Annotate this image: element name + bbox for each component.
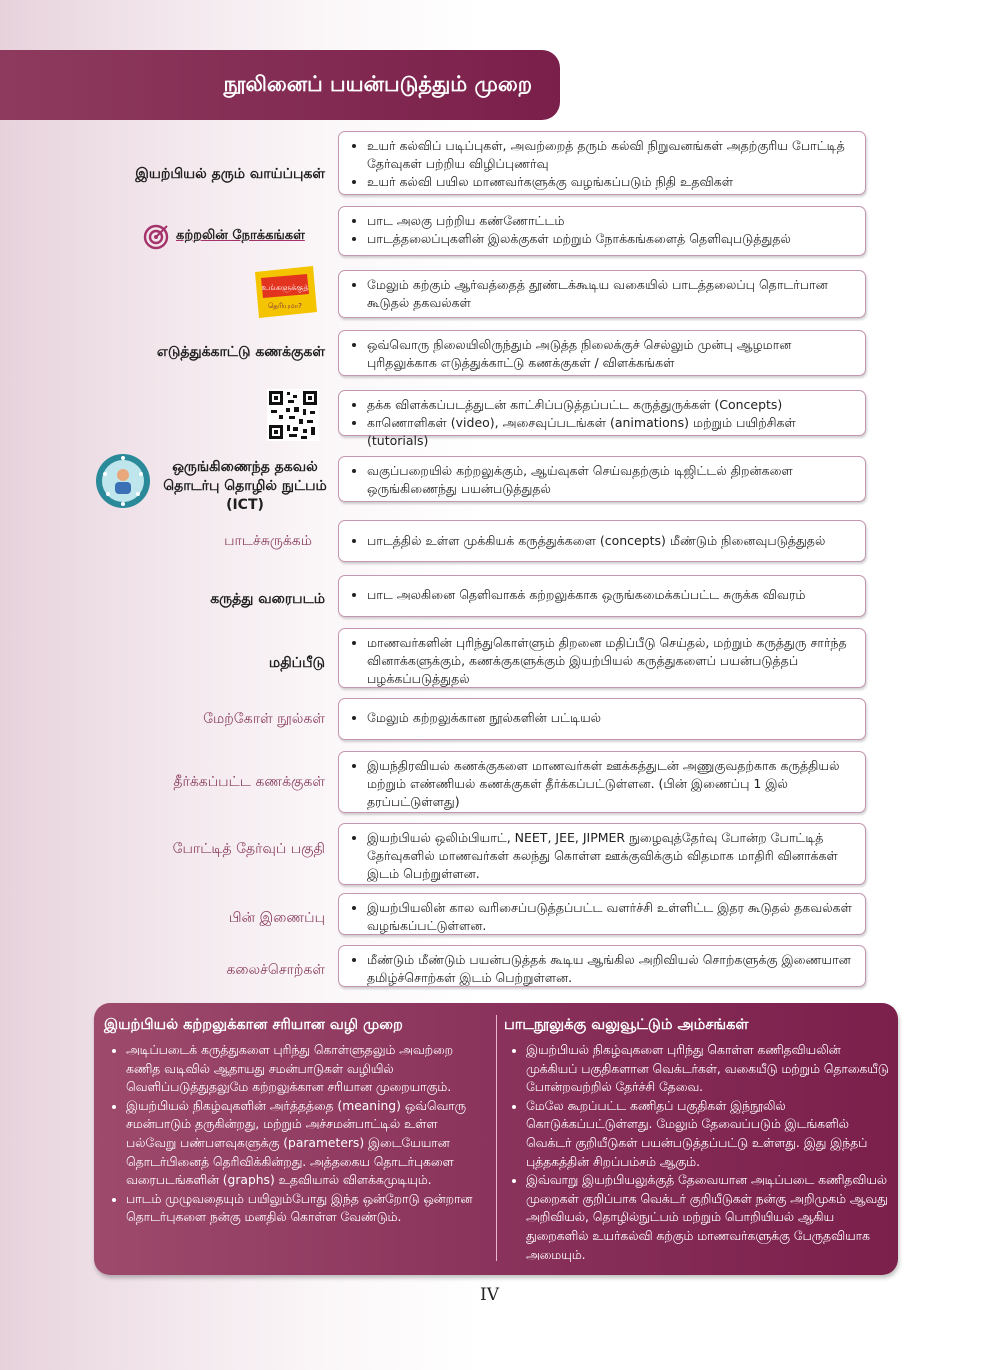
row-label-references: மேற்கோள் நூல்கள் <box>203 711 325 727</box>
list-item: • பாடம் முழுவதையும் பயிலும்போது இந்த ஒன்றோடு ஒன்றான தொடர்புகளை நன்கு மனதில் கொள்ள வேண்டும். <box>126 1190 488 1227</box>
left-column-heading: இயற்பியல் கற்றலுக்கான சரியான வழி முறை <box>104 1017 403 1033</box>
list-item: • அடிப்படைக் கருத்துகளை புரிந்து கொள்ளுதலும் அவற்றை கணித வடிவில் ஆதாயது சமன்பாடுகள் வழியில் வெளிப்படுத்துதலுமே கற்றலுக்கான சரியான முறையாகும். <box>126 1041 488 1097</box>
target-icon <box>143 224 169 254</box>
row-label-ict: ஒருங்கிணைந்த தகவல் தொடர்பு தொழில் நுட்பம் (ICT) <box>163 459 327 513</box>
list-item: • இயற்பியல் நிகழ்வுகளின் அர்த்தத்தை (meaning) ஒவ்வொரு சமன்பாடும் தருகின்றது, மற்றும் அச்சமன்பாட்டில் உள்ள பல்வேறு பண்பளவுகளுக்கு (parameters) இடையேயான தொடர்பினைத் தெரிவிக்கின்றது. அத்தகைய தொடர்புகளை வரைபடங்களின் (graphs) உதவியால் விளக்கமுடியும். <box>126 1097 488 1190</box>
list-item: • இவ்வாறு இயற்பியலுக்குத் தேவையான அடிப்படை கணிதவியல் முறைகள் குறிப்பாக வெக்டர் குறியீடுகள் நன்கு அறிமுகம் ஆவது அறிவியல், தொழில்நுட்பம் மற்றும் பொறியியல் ஆகிய துறைகளில் உயர்கல்வி கற்கும் மாணவர்களுக்கு பேருதவியாக அமையும். <box>526 1171 890 1264</box>
row-label-evaluation: மதிப்பீடு <box>268 655 325 671</box>
page-title: நூலினைப் பயன்படுத்தும் முறை <box>0 50 560 120</box>
row-box-glossary: • மீண்டும் மீண்டும் பயன்படுத்தக் கூடிய ஆங்கில அறிவியல் சொற்களுக்கு இணையான தமிழ்ச்சொற்கள் இடம் பெற்றுள்ளன. <box>338 945 866 987</box>
row-label-concept-map: கருத்து வரைபடம் <box>210 591 325 607</box>
row-box-summary: • பாடத்தில் உள்ள முக்கியக் கருத்துக்களை (concepts) மீண்டும் நினைவுபடுத்துதல் <box>338 520 866 562</box>
row-box-evaluation: • மாணவர்களின் புரிந்துகொள்ளும் திறனை மதிப்பீடு செய்தல், மற்றும் கருத்துரு சார்ந்த வினாக்களுக்கும், கணக்குகளுக்கும் இயற்பியல் கருத்துகளைப் பயன்படுத்தப் பழக்கப்படுத்துதல் <box>338 628 866 688</box>
bottom-info-panel <box>94 1003 898 1275</box>
row-label-examples: எடுத்துக்காட்டு கணக்குகள் <box>156 344 325 360</box>
row-label-learning-objectives: கற்றலின் நோக்கங்கள் <box>176 228 305 243</box>
list-item: • மேலே கூறப்பட்ட கணிதப் பகுதிகள் இந்நூலில் கொடுக்கப்பட்டுள்ளது. மேலும் தேவைப்படும் இடங்களில் வெக்டர் குறியீடுகள் பயன்படுத்தப்பட்டு உள்ளது. இது இந்தப் புத்தகத்தின் சிறப்பம்சம் ஆகும். <box>526 1097 890 1171</box>
row-label-appendix: பின் இணைப்பு <box>228 910 325 926</box>
row-box-examples: • ஒவ்வொரு நிலையிலிருந்தும் அடுத்த நிலைக்குச் செல்லும் முன்பு ஆழமான புரிதலுக்காக எடுத்துக்காட்டு கணக்குகள் / விளக்கங்கள் <box>338 330 866 376</box>
qr-code-icon[interactable] <box>267 389 319 445</box>
row-label-solved-problems: தீர்க்கப்பட்ட கணக்குகள் <box>173 774 325 790</box>
row-box-did-you-know: • மேலும் கற்கும் ஆர்வத்தைத் தூண்டக்கூடிய வகையில் பாடத்தலைப்பு தொடர்பான கூடுதல் தகவல்கள் <box>338 270 866 318</box>
row-box-references: • மேலும் கற்றலுக்கான நூல்களின் பட்டியல் <box>338 698 866 740</box>
row-box-appendix: • இயற்பியலின் கால வரிசைப்படுத்தப்பட்ட வளர்ச்சி உள்ளிட்ட இதர கூடுதல் தகவல்கள் வழங்கப்பட்டுள்ளன. <box>338 893 866 935</box>
row-box-opportunities: • உயர் கல்விப் படிப்புகள், அவற்றைத் தரும் கல்வி நிறுவனங்கள் அதற்குரிய போட்டித் தேர்வுகள் பற்றிய விழிப்புணர்வு • உயர் கல்வி பயில மாணவர்களுக்கு வழங்கப்படும் நிதி உதவிகள் <box>338 131 866 195</box>
right-column-heading: பாடநூலுக்கு வலுவூட்டும் அம்சங்கள் <box>504 1017 749 1033</box>
did-you-know-badge-icon <box>249 264 321 320</box>
row-box-competitive-exams: • இயற்பியல் ஒலிம்பியாட், NEET, JEE, JIPMER நுழைவுத்தேர்வு போன்ற போட்டித் தேர்வுகளில் மாணவர்கள் கலந்து கொள்ள ஊக்குவிக்கும் விதமாக மாதிரி வினாக்கள் இடம் பெற்றுள்ளன. <box>338 823 866 885</box>
column-divider <box>496 1015 497 1261</box>
row-label-glossary: கலைச்சொற்கள் <box>226 962 325 978</box>
row-box-learning-objectives: • பாட அலகு பற்றிய கண்ணோட்டம் • பாடத்தலைப்புகளின் இலக்குகள் மற்றும் நோக்கங்களைத் தெளிவுபடுத்துதல் <box>338 206 866 256</box>
page-number: IV <box>480 1285 499 1305</box>
row-box-qr-concepts: • தக்க விளக்கப்படத்துடன் காட்சிப்படுத்தப்பட்ட கருத்துருக்கள் (Concepts) • காணொளிகள் (video), அசைவுப்படங்கள் (animations) மற்றும் பயிற்சிகள் (tutorials) <box>338 390 866 436</box>
left-column <box>104 1015 488 1227</box>
row-box-ict: • வகுப்பறையில் கற்றலுக்கும், ஆய்வுகள் செய்வதற்கும் டிஜிட்டல் திறன்களை ஒருங்கிணைந்து பயன்படுத்துதல் <box>338 456 866 502</box>
row-label-opportunities: இயற்பியல் தரும் வாய்ப்புகள் <box>135 166 325 182</box>
ict-globe-icon <box>94 452 152 514</box>
row-box-concept-map: • பாட அலகினை தெளிவாகக் கற்றலுக்காக ஒருங்கமைக்கப்பட்ட சுருக்க விவரம் <box>338 575 866 617</box>
list-item: • இயற்பியல் நிகழ்வுகளை புரிந்து கொள்ள கணிதவியலின் முக்கியப் பகுதிகளான வெக்டர்கள், வகையீடு மற்றும் தொகையீடு போன்றவற்றில் தேர்ச்சி தேவை. <box>526 1041 890 1097</box>
row-label-summary: பாடச்சுருக்கம் <box>224 533 312 549</box>
right-column <box>504 1015 890 1264</box>
svg-text:உங்களுக்குத்: உங்களுக்குத் <box>261 283 309 292</box>
row-label-competitive-exams: போட்டித் தேர்வுப் பகுதி <box>172 841 325 857</box>
svg-text:தெரியுமா?: தெரியுமா? <box>267 302 303 310</box>
row-box-solved-problems: • இயந்திரவியல் கணக்குகளை மாணவர்கள் ஊக்கத்துடன் அணுகுவதற்காக கருத்தியல் மற்றும் எண்ணியல் கணக்குகள் தீர்க்கப்பட்டுள்ளன. (பின் இணைப்பு 1 இல் தரப்பட்டுள்ளது) <box>338 751 866 813</box>
